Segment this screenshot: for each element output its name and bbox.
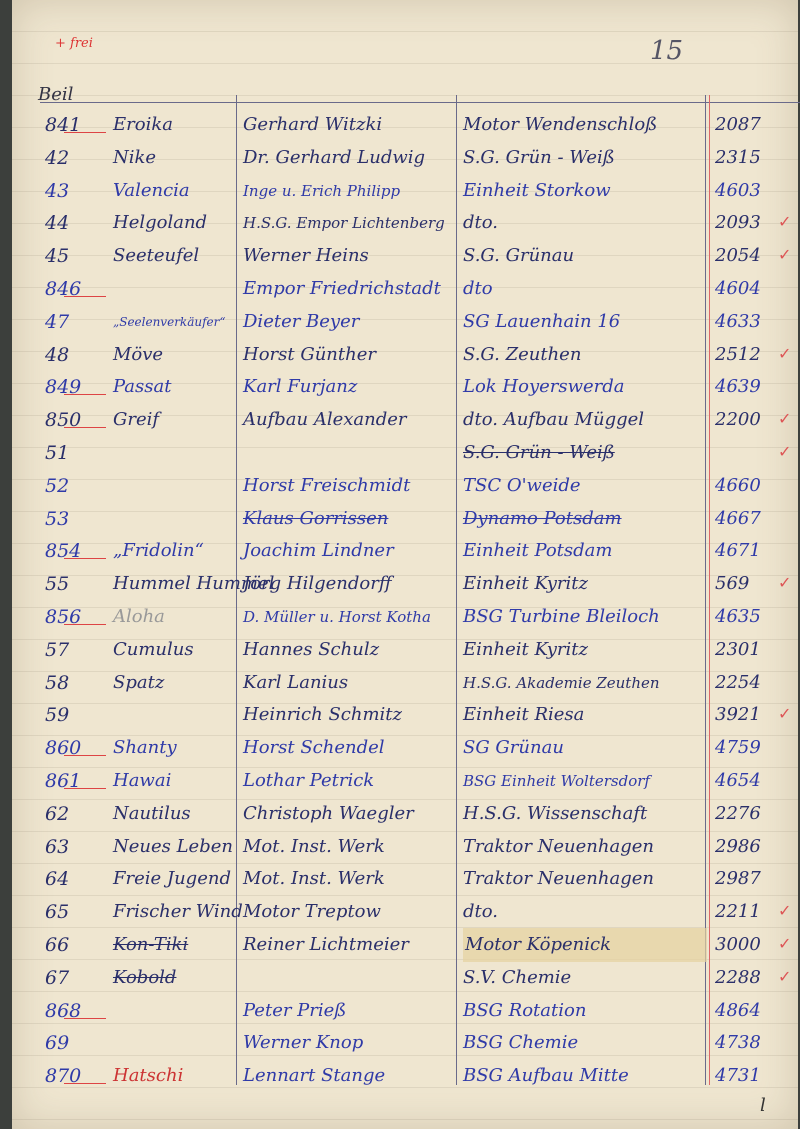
registration-code: 4639 bbox=[715, 376, 761, 398]
ledger-row bbox=[0, 895, 800, 929]
footer-mark: l bbox=[760, 1095, 766, 1116]
owner-name: Heinrich Schmitz bbox=[243, 704, 403, 726]
club-name: H.S.G. Akademie Zeuthen bbox=[463, 673, 660, 692]
column-label: Beil bbox=[38, 84, 74, 105]
club-name: Einheit Kyritz bbox=[463, 573, 588, 595]
registration-code: 4654 bbox=[715, 770, 761, 791]
entry-number: 861 bbox=[45, 770, 82, 792]
ledger-row bbox=[0, 1026, 800, 1060]
ledger-row bbox=[0, 141, 800, 175]
ledger-row bbox=[0, 731, 800, 765]
boat-name: Helgoland bbox=[113, 212, 208, 234]
boat-name: Frischer Wind bbox=[113, 901, 243, 923]
entry-number: 45 bbox=[45, 245, 70, 268]
ledger-row bbox=[0, 174, 800, 208]
club-name: Einheit Potsdam bbox=[463, 540, 613, 562]
owner-name: Lennart Stange bbox=[243, 1065, 386, 1087]
registration-code: 4635 bbox=[715, 606, 761, 627]
row-underline-mark bbox=[64, 1083, 106, 1084]
entry-number: 62 bbox=[45, 802, 70, 825]
owner-name: Mot. Inst. Werk bbox=[243, 868, 385, 890]
ledger-row bbox=[0, 994, 800, 1028]
club-name: TSC O'weide bbox=[463, 474, 581, 496]
club-name: BSG Rotation bbox=[463, 999, 587, 1021]
entry-number: 854 bbox=[45, 540, 82, 563]
registration-code: 2254 bbox=[715, 671, 761, 693]
ledger-row bbox=[0, 567, 800, 601]
ledger-row bbox=[0, 239, 800, 273]
boat-name: Greif bbox=[113, 409, 160, 431]
ledger-row bbox=[0, 764, 800, 798]
row-underline-mark bbox=[64, 427, 106, 428]
owner-name: Gerhard Witzki bbox=[243, 114, 383, 135]
club-name: Lok Hoyerswerda bbox=[463, 376, 625, 398]
registration-code: 4759 bbox=[715, 737, 761, 759]
entry-number: 44 bbox=[45, 212, 70, 235]
entry-number: 48 bbox=[45, 343, 70, 366]
entry-number: 66 bbox=[45, 934, 70, 956]
registration-code: 2315 bbox=[715, 146, 761, 168]
boat-name: „Seelenverkäufer“ bbox=[113, 314, 226, 329]
entry-number: 57 bbox=[45, 638, 70, 661]
registration-code: 4667 bbox=[715, 507, 761, 529]
owner-name: Horst Freischmidt bbox=[243, 474, 411, 496]
entry-number: 53 bbox=[45, 507, 70, 530]
boat-name: Hawai bbox=[113, 770, 172, 791]
checkmark-icon: ✓ bbox=[778, 245, 792, 265]
entry-number: 65 bbox=[45, 901, 70, 924]
ledger-row bbox=[0, 1059, 800, 1093]
row-underline-mark bbox=[64, 1018, 106, 1019]
boat-name: Nautilus bbox=[113, 802, 191, 824]
ledger-row bbox=[0, 108, 800, 142]
checkmark-icon: ✓ bbox=[778, 409, 792, 429]
club-name: Einheit Storkow bbox=[463, 179, 611, 201]
row-underline-mark bbox=[64, 394, 106, 395]
owner-name: D. Müller u. Horst Kotha bbox=[243, 608, 431, 626]
checkmark-icon: ✓ bbox=[778, 966, 792, 986]
checkmark-icon: ✓ bbox=[778, 704, 792, 724]
ledger-row bbox=[0, 862, 800, 896]
entry-number: 55 bbox=[45, 573, 70, 596]
registration-code: 4660 bbox=[715, 474, 761, 496]
entry-number: 69 bbox=[45, 1032, 70, 1055]
club-name: S.G. Grün - Weiß bbox=[463, 146, 615, 168]
ledger-row bbox=[0, 600, 800, 634]
entry-number: 52 bbox=[45, 474, 70, 497]
registration-code: 2087 bbox=[715, 114, 761, 135]
owner-name: Werner Knop bbox=[243, 1032, 364, 1054]
boat-name: Nike bbox=[113, 146, 157, 168]
ledger-row bbox=[0, 961, 800, 995]
registration-code: 4738 bbox=[715, 1032, 761, 1054]
owner-name: Werner Heins bbox=[243, 245, 369, 267]
ledger-row bbox=[0, 436, 800, 470]
page-number: 15 bbox=[650, 36, 684, 66]
row-underline-mark bbox=[64, 788, 106, 789]
header-rule bbox=[40, 102, 800, 103]
registration-code: 2288 bbox=[715, 966, 761, 988]
club-name: H.S.G. Wissenschaft bbox=[463, 802, 648, 824]
owner-name: Inge u. Erich Philipp bbox=[243, 181, 401, 200]
owner-name: Peter Prieß bbox=[243, 999, 347, 1021]
registration-code: 2301 bbox=[715, 638, 761, 660]
club-name: dto bbox=[463, 278, 493, 299]
club-name: S.G. Zeuthen bbox=[463, 343, 582, 365]
registration-code: 3921 bbox=[715, 704, 761, 726]
ledger-row bbox=[0, 206, 800, 240]
registration-code: 2986 bbox=[715, 835, 761, 857]
entry-number: 42 bbox=[45, 146, 70, 169]
owner-name: Karl Furjanz bbox=[243, 376, 358, 398]
ledger-row bbox=[0, 338, 800, 372]
entry-number: 849 bbox=[45, 376, 82, 399]
row-underline-mark bbox=[64, 558, 106, 559]
row-underline-mark bbox=[64, 755, 106, 756]
row-underline-mark bbox=[64, 624, 106, 625]
ledger-row bbox=[0, 469, 800, 503]
owner-name: Jörg Hilgendorff bbox=[243, 573, 392, 595]
entry-number: 47 bbox=[45, 310, 70, 333]
owner-name: Empor Friedrichstadt bbox=[243, 278, 441, 299]
club-name: BSG Turbine Bleiloch bbox=[463, 606, 660, 627]
entry-number: 63 bbox=[45, 835, 70, 858]
boat-name: „Fridolin“ bbox=[113, 540, 204, 562]
club-name: BSG Chemie bbox=[463, 1032, 579, 1054]
checkmark-icon: ✓ bbox=[778, 573, 792, 593]
boat-name: Kobold bbox=[113, 966, 177, 988]
entry-number: 51 bbox=[45, 442, 70, 464]
corner-note: + frei bbox=[55, 36, 93, 51]
registration-code: 2200 bbox=[715, 409, 761, 431]
checkmark-icon: ✓ bbox=[778, 901, 792, 921]
checkmark-icon: ✓ bbox=[778, 934, 792, 953]
boat-name: Valencia bbox=[113, 179, 190, 201]
registration-code: 4604 bbox=[715, 278, 761, 299]
ledger-row bbox=[0, 928, 800, 962]
owner-name: Karl Lanius bbox=[243, 671, 349, 693]
ledger-row bbox=[0, 633, 800, 667]
ledger-row bbox=[0, 698, 800, 732]
ledger-row bbox=[0, 502, 800, 536]
entry-number: 856 bbox=[45, 606, 82, 628]
club-name: Motor Köpenick bbox=[463, 928, 707, 962]
owner-name: Hannes Schulz bbox=[243, 638, 380, 660]
boat-name: Möve bbox=[113, 343, 164, 365]
club-name: Einheit Riesa bbox=[463, 704, 585, 726]
boat-name: Kon-Tiki bbox=[113, 934, 189, 955]
registration-code: 4864 bbox=[715, 999, 761, 1021]
registration-code: 2276 bbox=[715, 802, 761, 824]
club-name: SG Lauenhain 16 bbox=[463, 310, 621, 332]
owner-name: Horst Schendel bbox=[243, 737, 385, 759]
registration-code: 4633 bbox=[715, 310, 761, 332]
registration-code: 3000 bbox=[715, 934, 761, 955]
registration-code: 4603 bbox=[715, 179, 761, 201]
entry-number: 860 bbox=[45, 737, 82, 760]
boat-name: Shanty bbox=[113, 737, 177, 759]
owner-name: Christoph Waegler bbox=[243, 802, 414, 824]
boat-name: Cumulus bbox=[113, 638, 194, 660]
entry-number: 67 bbox=[45, 966, 70, 989]
boat-name: Seeteufel bbox=[113, 245, 200, 267]
boat-name: Hummel Hummel bbox=[113, 573, 275, 595]
ledger-row bbox=[0, 666, 800, 700]
entry-number: 870 bbox=[45, 1065, 82, 1088]
club-name: BSG Aufbau Mitte bbox=[463, 1065, 629, 1087]
registration-code: 2987 bbox=[715, 868, 761, 890]
club-name: S.G. Grünau bbox=[463, 245, 575, 267]
club-name: Traktor Neuenhagen bbox=[463, 868, 654, 890]
club-name: Einheit Kyritz bbox=[463, 638, 588, 660]
entry-number: 59 bbox=[45, 704, 70, 727]
club-name: BSG Einheit Woltersdorf bbox=[463, 772, 650, 790]
row-underline-mark bbox=[64, 132, 106, 133]
club-name: S.G. Grün - Weiß bbox=[463, 442, 615, 463]
checkmark-icon: ✓ bbox=[778, 343, 792, 363]
owner-name: Horst Günther bbox=[243, 343, 376, 365]
owner-name: Motor Treptow bbox=[243, 901, 381, 923]
club-name: Traktor Neuenhagen bbox=[463, 835, 654, 857]
ledger-row bbox=[0, 830, 800, 864]
registration-code: 2211 bbox=[715, 901, 761, 923]
registration-code: 569 bbox=[715, 573, 750, 595]
entry-number: 846 bbox=[45, 278, 82, 300]
owner-name: Lothar Petrick bbox=[243, 770, 375, 791]
entry-number: 841 bbox=[45, 114, 82, 136]
ledger-row bbox=[0, 370, 800, 404]
registration-code: 4671 bbox=[715, 540, 761, 562]
entry-number: 868 bbox=[45, 999, 82, 1022]
boat-name: Aloha bbox=[113, 606, 165, 627]
checkmark-icon: ✓ bbox=[778, 212, 792, 232]
entry-number: 43 bbox=[45, 179, 70, 202]
owner-name: H.S.G. Empor Lichtenberg bbox=[243, 214, 445, 233]
checkmark-icon: ✓ bbox=[778, 442, 792, 461]
boat-name: Freie Jugend bbox=[113, 868, 231, 890]
owner-name: Reiner Lichtmeier bbox=[243, 934, 409, 955]
boat-name: Hatschi bbox=[113, 1065, 184, 1087]
owner-name: Dr. Gerhard Ludwig bbox=[243, 146, 426, 168]
ledger-row bbox=[0, 797, 800, 831]
ledger-row bbox=[0, 534, 800, 568]
club-name: dto. bbox=[463, 212, 498, 234]
owner-name: Dieter Beyer bbox=[243, 310, 360, 332]
entry-number: 64 bbox=[45, 868, 70, 891]
club-name: dto. Aufbau Müggel bbox=[463, 409, 645, 431]
boat-name: Neues Leben bbox=[113, 835, 233, 857]
boat-name: Passat bbox=[113, 376, 172, 398]
club-name: Dynamo Potsdam bbox=[463, 507, 622, 529]
boat-name: Eroika bbox=[113, 114, 173, 135]
ledger-row bbox=[0, 403, 800, 437]
entry-number: 58 bbox=[45, 671, 70, 694]
entry-number: 850 bbox=[45, 409, 82, 432]
registration-code: 2054 bbox=[715, 245, 761, 267]
club-name: dto. bbox=[463, 901, 498, 923]
owner-name: Aufbau Alexander bbox=[243, 409, 407, 431]
registration-code: 2093 bbox=[715, 212, 761, 234]
club-name: SG Grünau bbox=[463, 737, 564, 759]
owner-name: Klaus Gorrissen bbox=[243, 507, 389, 529]
ledger-row bbox=[0, 272, 800, 306]
row-underline-mark bbox=[64, 296, 106, 297]
boat-name: Spatz bbox=[113, 671, 165, 693]
registration-code: 2512 bbox=[715, 343, 761, 365]
club-name: Motor Wendenschloß bbox=[463, 114, 658, 135]
registration-code: 4731 bbox=[715, 1065, 761, 1087]
owner-name: Joachim Lindner bbox=[243, 540, 394, 562]
club-name: S.V. Chemie bbox=[463, 966, 572, 988]
ledger-row bbox=[0, 305, 800, 339]
owner-name: Mot. Inst. Werk bbox=[243, 835, 385, 857]
